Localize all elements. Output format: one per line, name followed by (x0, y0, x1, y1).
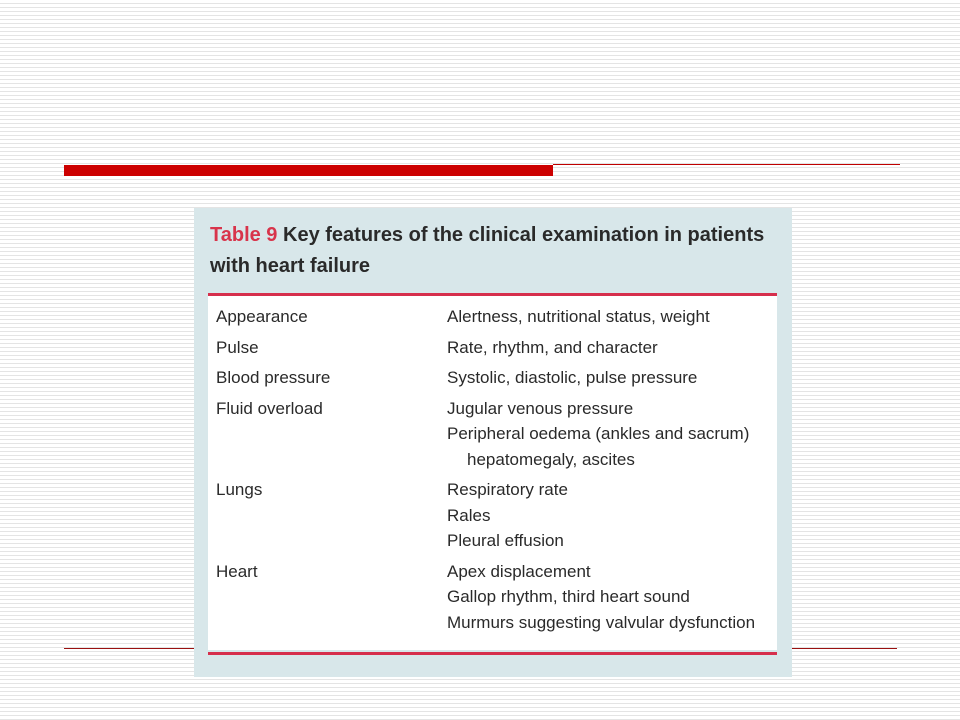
row-value: hepatomegaly, ascites (467, 449, 635, 469)
table-caption (210, 220, 770, 282)
table-row (216, 304, 776, 330)
row-values (447, 365, 776, 391)
row-label: Blood pressure (216, 368, 331, 387)
row-value: Peripheral oedema (ankles and sacrum) (447, 424, 750, 443)
table-number: Table 9 (210, 224, 278, 246)
row-values (447, 559, 776, 636)
row-values (447, 335, 776, 361)
row-values (447, 396, 776, 473)
title-accent-line (553, 164, 900, 165)
table-row (216, 559, 776, 636)
row-value: Apex displacement (447, 561, 591, 581)
table-row (216, 477, 776, 554)
table-row (216, 396, 776, 473)
row-label: Pulse (216, 337, 259, 357)
table-title-text: Key features of the clinical examination in patients with heart failure (210, 224, 765, 277)
row-value: Pleural effusion (447, 531, 564, 550)
row-label: Lungs (216, 480, 263, 499)
table-body (208, 296, 777, 650)
row-value: Gallop rhythm, third heart sound (447, 587, 690, 606)
row-label: Appearance (216, 307, 308, 326)
row-value: Alertness, nutritional status, weight (447, 307, 710, 326)
table-bottom-rule (208, 652, 777, 655)
row-value: Rate, rhythm, and character (447, 337, 658, 357)
clinical-table-image (194, 208, 792, 677)
row-value: Rales (447, 505, 491, 525)
table-row (216, 335, 776, 361)
table-row (216, 365, 776, 391)
table-rows (216, 304, 776, 640)
row-value: Systolic, diastolic, pulse pressure (447, 368, 698, 387)
row-value: Jugular venous pressure (447, 398, 634, 418)
row-label: Fluid overload (216, 398, 323, 418)
row-label: Heart (216, 561, 258, 581)
row-value: Respiratory rate (447, 480, 568, 499)
row-values (447, 304, 776, 330)
row-values (447, 477, 776, 554)
row-value: Murmurs suggesting valvular dysfunction (447, 612, 756, 632)
title-accent-bar (64, 165, 553, 176)
